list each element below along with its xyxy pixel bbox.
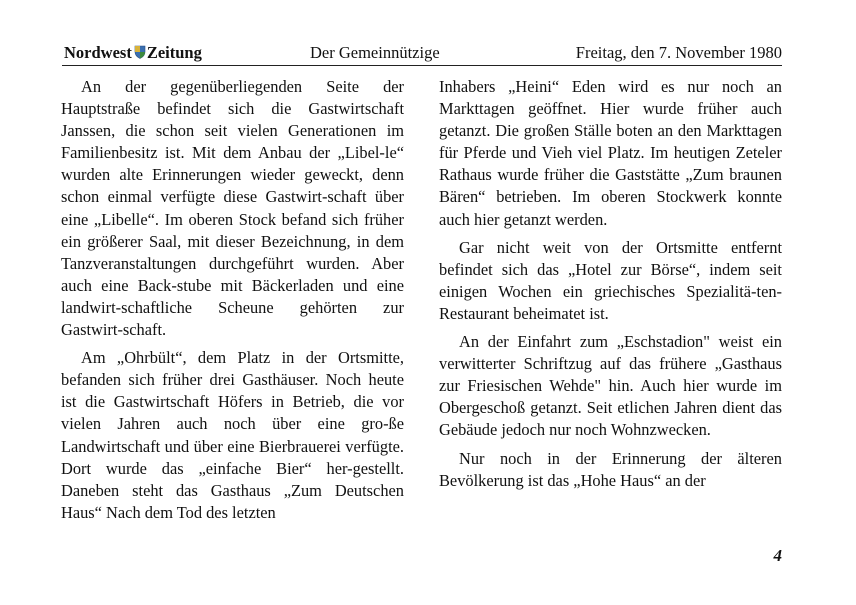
newspaper-name: [64, 42, 202, 65]
right-column: [439, 76, 782, 498]
paragraph: Inhabers „Heini“ Eden wird es nur noch an Markttagen geöffnet. Hier wurde früher auch getanzt. Die großen Ställe boten an den Markttagen für Pferde und Vieh viel Platz. Im heutigen Zeteler Rathaus wurde früher die Gaststätte „Zum braunen Bären“ betrieben. Im oberen Stockwerk konnte auch hier getanzt werden.: [439, 77, 782, 229]
page-number: 4: [773, 546, 782, 565]
page-header: [62, 42, 782, 64]
header-divider: [62, 65, 782, 66]
paragraph: Am „Ohrbült“, dem Platz in der Ortsmitte, befanden sich früher drei Gasthäuser. Noch heute ist die Gastwirtschaft Höfers in Betrieb, die vor vielen Jahren auch noch über eine gro-ße Landwirtschaft und über eine Bierbrauerei verfügte. Dort wurde das „einfache Bier“ her-gestellt. Daneben steht das Gasthaus „Zum Deutschen Haus“ Nach dem Tod des letzten: [61, 348, 404, 522]
newspaper-name-right: Zeitung: [146, 43, 202, 62]
paragraph: Nur noch in der Erinnerung der älteren Bevölkerung ist das „Hohe Haus“ an der: [439, 448, 782, 490]
crest-icon: [134, 43, 146, 65]
paragraph: An der Einfahrt zum „Eschstadion" weist ein verwitterter Schriftzug auf das frühere „Gasthaus zur Friesischen Wehde" hin. Auch hier wurde im Obergeschoß getanzt. Seit etlichen Jahren dient das Gebäude jedoch nur noch Wohnzwecken.: [439, 332, 782, 440]
paragraph: An der gegenüberliegenden Seite der Hauptstraße befindet sich die Gastwirtschaft Janssen, die schon seit vielen Generationen im Familienbesitz ist. Mit dem Anbau der „Libel-le“ wurden alte Erinnerungen wieder geweckt, denn schon einmal verfügte diese Gastwirt-schaft über eine „Libelle“. Im oberen Stock befand sich früher ein größerer Saal, mit dieser Bezeichnung, in dem Tanzveranstaltungen durchgeführt wurden. Aber auch eine Back-stube mit Bäckerladen und eine landwirt-schaftliche Scheune gehörten zur Gastwirt-schaft.: [61, 77, 404, 340]
left-column: [61, 76, 404, 530]
section-title: Der Gemeinnützige: [310, 43, 440, 62]
paragraph: Gar nicht weit von der Ortsmitte entfernt befindet sich das „Hotel zur Börse“, indem seit einigen Wochen ein griechisches Spezialitä-ten-Restaurant beheimatet ist.: [439, 237, 782, 323]
issue-date: Freitag, den 7. November 1980: [575, 43, 782, 62]
newspaper-name-left: Nordwest: [64, 43, 132, 62]
